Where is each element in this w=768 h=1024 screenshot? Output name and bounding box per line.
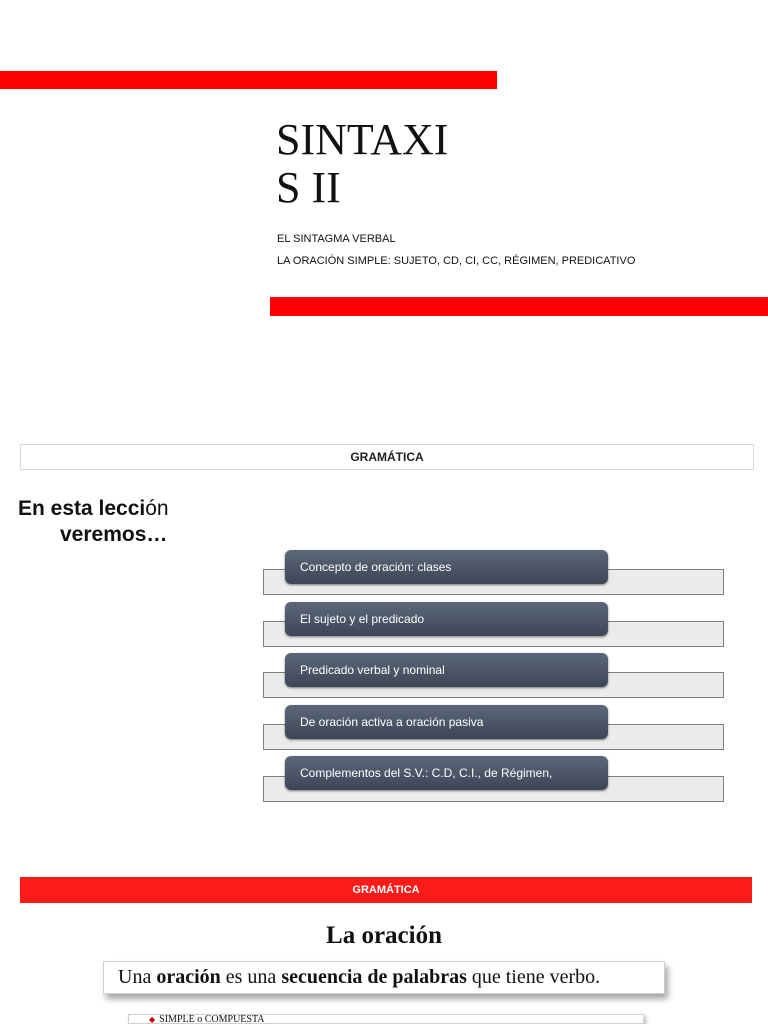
oracion-definition: Una oración es una secuencia de palabras que tiene verbo. [103,961,665,994]
cover-subtitle [277,228,757,272]
top-red-bar [0,71,497,89]
topic-item: De oración activa a oración pasiva [285,705,608,739]
cover-title [276,116,576,212]
cover-subtitle-line1: EL SINTAGMA VERBAL [277,233,396,245]
oracion-section-header: GRAMÁTICA [20,877,752,903]
bottom-red-bar [270,297,768,316]
topic-item: Predicado verbal y nominal [285,653,608,687]
cover-subtitle-line2: LA ORACIÓN SIMPLE: SUJETO, CD, CI, CC, RÉGIMEN, PREDICATIVO [277,255,636,267]
bullet-icon: ◆ [149,1015,156,1024]
topic-item: El sujeto y el predicado [285,602,608,636]
cover-title-line1: SINTAXI [276,115,449,164]
lesson-section-header: GRAMÁTICA [20,444,754,470]
list-item: ◆ SIMPLE o COMPUESTA [149,1014,265,1024]
lesson-heading-line1: En esta lección [18,497,169,520]
topic-item: Concepto de oración: clases [285,550,608,584]
topic-item: Complementos del S.V.: C.D, C.I., de Régimen, [285,756,608,790]
oracion-types-list [128,1014,644,1024]
lesson-heading-line2: veremos… [60,523,168,546]
lesson-heading [18,496,238,548]
oracion-title: La oración [326,922,442,949]
cover-title-line2: S II [276,163,341,212]
